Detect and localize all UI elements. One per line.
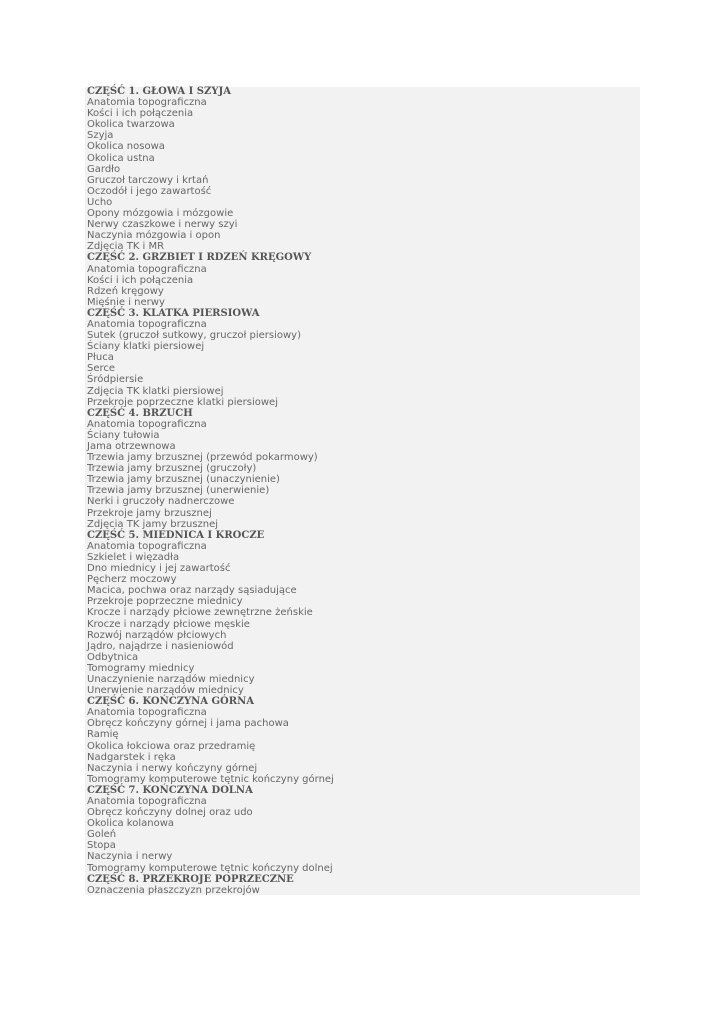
toc-item: Ramię <box>87 729 119 741</box>
toc-item: Anatomia topograficzna <box>87 707 207 719</box>
toc-item: Krocze i narządy płciowe męskie <box>87 618 250 630</box>
toc-item: Macica, pochwa oraz narządy sąsiadujące <box>87 585 297 597</box>
toc-item: Zdjęcia TK jamy brzusznej <box>87 518 219 530</box>
toc-item: Zdjęcia TK i MR <box>87 241 165 253</box>
toc-item: Rozwój narządów płciowych <box>87 629 227 641</box>
toc-item: Zdjęcia TK klatki piersiowej <box>87 385 224 397</box>
toc-item: Ściany klatki piersiowej <box>87 341 205 353</box>
toc-item: Przekroje jamy brzusznej <box>87 507 212 519</box>
toc-item: Okolica ustna <box>87 152 155 164</box>
toc-item: Oznaczenia płaszczyzn przekrojów <box>87 884 260 896</box>
toc-item: Unerwienie narządów miednicy <box>87 685 244 697</box>
toc-item: Opony mózgowia i mózgowie <box>87 208 234 220</box>
toc-item: Anatomia topograficzna <box>87 540 207 552</box>
toc-item: Tomogramy miednicy <box>87 662 195 674</box>
section-heading: CZĘŚĆ 3. KLATKA PIERSIOWA <box>87 307 260 319</box>
section-heading: CZĘŚĆ 4. BRZUCH <box>87 407 193 419</box>
toc-item: Odbytnica <box>87 651 139 663</box>
toc-item: Tomogramy komputerowe tętnic kończyny górnej <box>87 773 334 785</box>
toc-item: Anatomia topograficzna <box>87 418 207 430</box>
section-heading: CZĘŚĆ 6. KOŃCZYNA GÓRNA <box>87 696 254 708</box>
toc-item: Dno miednicy i jej zawartość <box>87 563 231 575</box>
toc-item: Unaczynienie narządów miednicy <box>87 673 255 685</box>
section-heading: CZĘŚĆ 8. PRZEKROJE POPRZECZNE <box>87 873 294 885</box>
toc-item: Stopa <box>87 840 116 852</box>
toc-item: Jama otrzewnowa <box>87 441 176 452</box>
toc-item: Sutek (gruczoł sutkowy, gruczoł piersiowy) <box>87 330 301 342</box>
toc-item: Anatomia topograficzna <box>87 263 207 275</box>
toc-item: Okolica twarzowa <box>87 119 175 131</box>
table-of-contents <box>87 86 637 896</box>
toc-item: Obręcz kończyny górnej i jama pachowa <box>87 718 289 730</box>
toc-item: Nadgarstek i ręka <box>87 751 176 763</box>
toc-item: Anatomia topograficzna <box>87 796 207 807</box>
section-heading: CZĘŚĆ 5. MIEDNICA I KROCZE <box>87 529 265 541</box>
toc-item: Okolica nosowa <box>87 141 165 153</box>
toc-item: Jądro, najądrze i nasieniowód <box>87 640 234 652</box>
toc-item: Anatomia topograficzna <box>87 318 207 330</box>
toc-item: Oczodół i jego zawartość <box>87 185 212 197</box>
toc-item: Krocze i narządy płciowe zewnętrzne żeńskie <box>87 607 313 619</box>
toc-item: Nerki i gruczoły nadnerczowe <box>87 496 235 508</box>
toc-item: Rdzeń kręgowy <box>87 285 164 297</box>
toc-item: Anatomia topograficzna <box>87 97 207 109</box>
toc-item: Naczynia mózgowia i opon <box>87 230 221 242</box>
toc-item: Naczynia i nerwy kończyny górnej <box>87 762 258 774</box>
toc-item: Serce <box>87 363 116 375</box>
toc-item: Gardło <box>87 163 121 175</box>
toc-item: Przekroje poprzeczne miednicy <box>87 596 243 608</box>
toc-item: Pęcherz moczowy <box>87 574 177 586</box>
toc-item: Naczynia i nerwy <box>87 851 173 863</box>
toc-item: Kości i ich połączenia <box>87 274 194 286</box>
toc-item: Śródpiersie <box>87 374 144 386</box>
toc-item: Szkielet i więzadła <box>87 551 180 563</box>
toc-item: Nerwy czaszkowe i nerwy szyi <box>87 219 238 231</box>
toc-item: Trzewia jamy brzusznej (unerwienie) <box>87 485 270 497</box>
section-heading: CZĘŚĆ 2. GRZBIET I RDZEŃ KRĘGOWY <box>87 252 312 264</box>
toc-item: Kości i ich połączenia <box>87 108 194 120</box>
toc-item: Goleń <box>87 829 117 841</box>
toc-item: Trzewia jamy brzusznej (gruczoły) <box>87 463 257 475</box>
toc-item: Okolica kolanowa <box>87 818 175 830</box>
toc-item: Trzewia jamy brzusznej (unaczynienie) <box>87 474 280 486</box>
toc-item: Mięśnie i nerwy <box>87 296 165 308</box>
toc-item: Płuca <box>87 352 114 364</box>
section-heading: CZĘŚĆ 7. KOŃCZYNA DOLNA <box>87 784 253 796</box>
toc-item: Ściany tułowia <box>87 429 160 441</box>
toc-item: Obręcz kończyny dolnej oraz udo <box>87 807 253 819</box>
toc-item: Okolica łokciowa oraz przedramię <box>87 740 256 752</box>
toc-item: Szyja <box>87 130 114 142</box>
toc-item: Ucho <box>87 196 113 208</box>
toc-item: Gruczoł tarczowy i krtań <box>87 174 209 186</box>
toc-item: Trzewia jamy brzusznej (przewód pokarmowy) <box>87 452 318 464</box>
section-heading: CZĘŚĆ 1. GŁOWA I SZYJA <box>87 86 231 97</box>
toc-item: Tomogramy komputerowe tętnic kończyny dolnej <box>87 862 333 874</box>
toc-item: Przekroje poprzeczne klatki piersiowej <box>87 396 278 408</box>
